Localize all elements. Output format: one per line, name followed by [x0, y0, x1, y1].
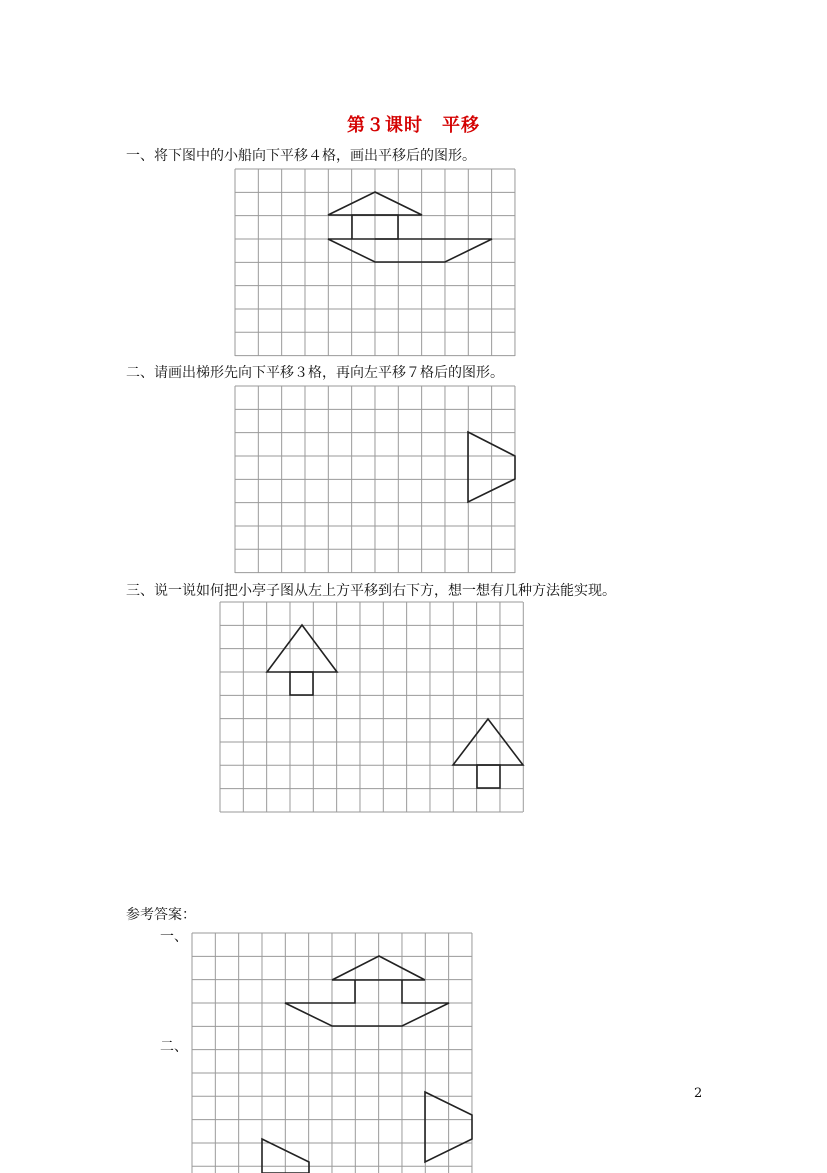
pavilion-base-top-left — [290, 672, 313, 695]
grid-trapezoid — [235, 386, 515, 573]
boat-mast-left — [352, 215, 375, 239]
boat-hull — [328, 239, 492, 262]
answer-1-label: 一、 — [160, 929, 188, 945]
page-number: 2 — [694, 1086, 703, 1101]
grid-answer — [192, 933, 472, 1173]
question-2: 二、请画出梯形先向下平移３格，再向左平移７格后的图形。 — [126, 365, 504, 381]
question-3: 三、说一说如何把小亭子图从左上方平移到右下方，想一想有几种方法能实现。 — [126, 583, 616, 599]
question-1: 一、将下图中的小船向下平移４格，画出平移后的图形。 — [126, 148, 476, 164]
answer-2-label: 二、 — [160, 1039, 188, 1055]
grid-boat — [235, 169, 515, 356]
boat-mast — [375, 215, 398, 239]
answers-heading: 参考答案： — [126, 907, 196, 923]
pavilion-base-bottom-right — [477, 765, 500, 788]
grid-pavilion — [220, 602, 523, 812]
page-title: 第３课时 平移 — [347, 115, 480, 136]
